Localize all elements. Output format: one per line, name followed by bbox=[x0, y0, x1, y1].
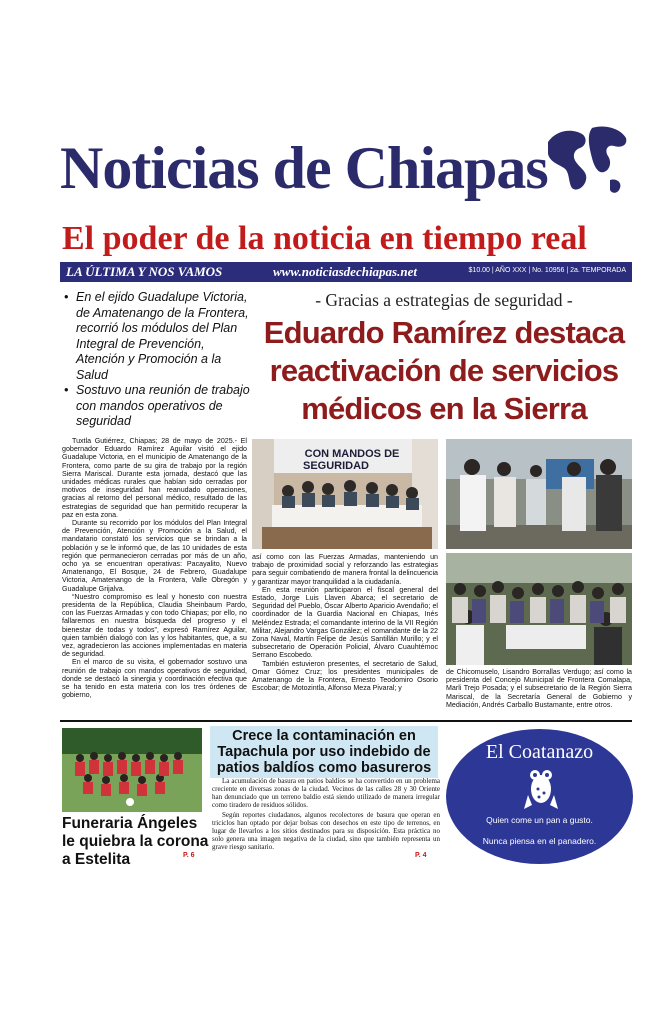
section-divider bbox=[60, 720, 632, 722]
photo-security-meeting bbox=[252, 439, 438, 549]
frog-icon bbox=[524, 765, 558, 811]
paragraph: así como con las Fuerzas Armadas, manteniendo un trabajo de proximidad social y reforzando las estrategias para seguir combatiendo de manera frontal la delincuencia y garantizar mayor tranquilidad a la ciudadanía. bbox=[252, 553, 438, 586]
coatanazo-column[interactable] bbox=[446, 729, 633, 864]
paragraph: de Chicomuselo, Lisandro Borrallas Verdugo; así como la presidenta del Concejo Municipal de Frontera Comalapa, Marli Trejo Posada; y el subsecretario de la Región Sierra Mariscal, de la Secretaría General de Gobierno y Mediación, Andrés Carballo Bustamante, entre otros. bbox=[446, 668, 632, 709]
globe-map-icon bbox=[542, 122, 628, 202]
photo-health-visit bbox=[446, 439, 632, 549]
page-reference: P. 6 bbox=[183, 852, 195, 859]
paragraph: “Nuestro compromiso es leal y honesto con nuestra presidenta de la República, Claudia Sheinbaum Pardo, con las Fuerzas Armadas y con todo Chiapas; por ello, no fallaremos en nuestra búsqueda del progreso y el bienestar de todas y todos”, expresó Ramírez Aguilar, quien también dialogó con las y los habitantes, que, a su vez, agradecieron las acciones implementadas en materia de seguridad. bbox=[62, 592, 247, 659]
article-column-3 bbox=[446, 668, 632, 709]
paragraph: En el marco de su visita, el gobernador sostuvo una reunión de trabajo con mandos operativos de seguridad, donde se destacó la sinergia y coordinación efectiva que se ha tenido en esta materia con los tres órdenes de gobierno, bbox=[62, 658, 247, 700]
bullet-item: • Sostuvo una reunión de trabajo con mandos operativos de seguridad bbox=[62, 383, 252, 430]
column-title: El Coatanazo bbox=[485, 741, 594, 763]
main-headline[interactable]: Eduardo Ramírez destaca reactivación de servicios médicos en la Sierra bbox=[263, 315, 625, 426]
secondary-article-body bbox=[212, 777, 440, 853]
photo-banner-text: CON MANDOS DE bbox=[304, 448, 400, 460]
column-tagline: Nunca piensa en el panadero. bbox=[482, 836, 597, 846]
masthead bbox=[60, 118, 630, 218]
article-column-1 bbox=[62, 437, 247, 700]
section-tag: LA ÚLTIMA Y NOS VAMOS bbox=[66, 264, 223, 279]
paragraph: También estuvieron presentes, el secretario de Salud, Omar Gómez Cruz; los presidentes municipales de Amatenango de la Frontera, Ernesto Teodomiro Osorio Escobar; de Motozintla, Alfonso Meza Pivaral; y bbox=[252, 659, 438, 693]
paragraph: Según reportes ciudadanos, algunos recolectores de basura que operan en triciclos han optado por dejar bolsas con desechos en este tipo de terrenos, en lugar de llevarlos a los sitios destinados para su disposición. Esta práctica no solo genera una imagen negativa de la ciudad, sino que también representa un grave riesgo sanitario. bbox=[212, 811, 440, 851]
page-reference: P. 4 bbox=[415, 852, 427, 859]
paragraph: Durante su recorrido por los módulos del Plan Integral de Prevención, Atención y Promoción a la Salud, el mandatario constató los servicios que se brindan a la población y se le informó que, de las 10 unidades de esta región que permanecieron cerradas por más de un año, ocho ya se encuentran operativas: Pacayalito, Nuevo Amatenango, El Bosque, 24 de Febrero, Guadalupe Victoria, Amatenango de la Frontera, Valle Obregón y Guadalupe Grijalva. bbox=[62, 519, 247, 593]
secondary-headline[interactable]: Crece la contaminación en Tapachula por uso indebido de patios baldíos como basureros bbox=[210, 726, 438, 778]
photo-banner-text: SEGURIDAD bbox=[302, 460, 370, 472]
bullet-item: • En el ejido Guadalupe Victoria, de Amatenango de la Frontera, recorrió los módulos del Plan Integral de Prevención, Atención y Promoción a la Salud bbox=[62, 290, 252, 383]
issue-info: $10.00 | AÑO XXX | No. 10956 | 2a. TEMPORADA bbox=[468, 267, 626, 274]
article-column-2 bbox=[252, 553, 438, 692]
paragraph: Tuxtla Gutiérrez, Chiapas; 28 de mayo de 2025.- El gobernador Eduardo Ramírez Aguilar visitó el ejido Guadalupe Victoria, en el municipio de Amatenango de la Frontera, como parte de su gira de trabajo por la región Sierra Mariscal. Durante esta jornada, destacó que las unidades médicas rurales que habían sido cerradas por motivos de inseguridad han reanudado operaciones, gracias al retorno del personal médico, resultado de las estrategias de seguridad que han permitido recuperar la paz en esta zona. bbox=[62, 437, 247, 519]
website-link[interactable]: www.noticiasdechiapas.net bbox=[273, 264, 417, 279]
column-tagline: Quien come un pan a gusto. bbox=[486, 815, 593, 825]
kicker: - Gracias a estrategias de seguridad - bbox=[315, 290, 573, 310]
newspaper-title: Noticias de Chiapas bbox=[60, 135, 548, 201]
slogan: El poder de la noticia en tiempo real bbox=[62, 220, 587, 257]
info-bar bbox=[60, 262, 632, 282]
photo-community-meeting bbox=[446, 553, 632, 665]
photo-soccer-team bbox=[62, 728, 202, 812]
summary-bullets bbox=[62, 290, 252, 430]
paragraph: En esta reunión participaron el fiscal general del Estado, Jorge Luis Llaven Abarca; el secretario de Seguridad del Pueblo, Óscar Alberto Aparicio Avendaño; el coordinador de la Guardia Nacional en Chiapas, Inés Meléndez Estrada; el comandante interino de la VII Región Militar, Alejandro Vargas González; el comandante de la 22 Zona Naval, Martín Felipe de Jesús Santillán Murillo; y el subsecretario de Operación Policial, Álvaro Cuauhtémoc Serrano Escobedo. bbox=[252, 585, 438, 660]
paragraph: La acumulación de basura en patios baldíos se ha convertido en un problema creciente en diversas zonas de la ciudad. Vecinos de las calles 28 y 30 Oriente han denunciado que un terreno baldío está siendo utilizado de manera irregular como tiradero de residuos sólidos. bbox=[212, 777, 440, 809]
sports-headline[interactable]: Funeraria Ángeles le quiebra la corona a Estelita bbox=[62, 815, 209, 868]
